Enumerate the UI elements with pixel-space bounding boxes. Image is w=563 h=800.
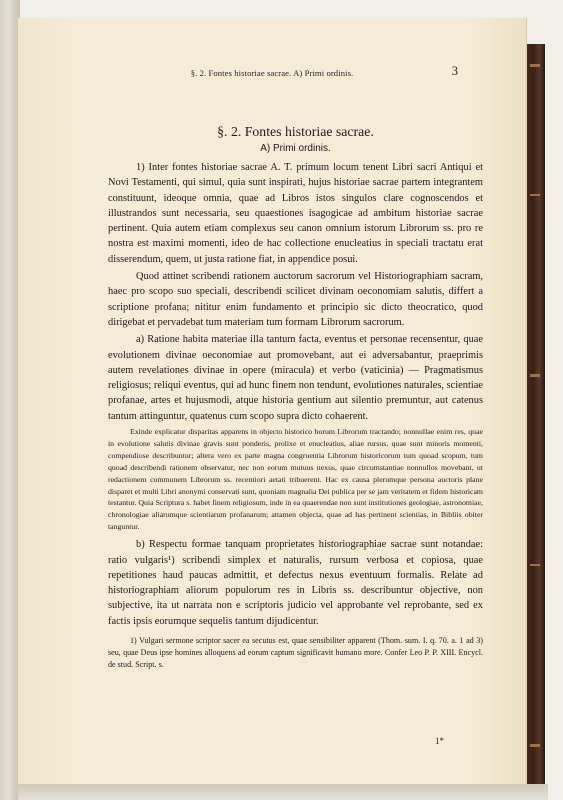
page-number: 3 [451,64,458,78]
subsection-title: A) Primi ordinis. [260,143,331,154]
paragraph-1: 1) Inter fontes historiae sacrae A. T. primum locum tenent Libri sacri Antiqui et Novi Testamenti, qui simul, quia sunt inspirati, hujus historiae sacrae partem integrantem constituunt, ideoque omnia, quae ad Libros istos singulos clare cognoscendos et illustrandos sunt necessaria, seu quaestiones isagogicae ad ambitum historiae sacrae pertinent. Quia autem etiam complexus seu canon omnium istorum Librorum ss. pro re nostra est maximi momenti, ideo de hac collectione enucleatius in speciali tractatu erat disserendum, quem, ut justa ratione fiat, in appendice posui. [108,162,483,265]
spine-decoration [530,374,540,377]
running-head: §. 2. Fontes historiae sacrae. A) Primi ordinis. [190,68,354,78]
paragraph-b: b) Respectu formae tanquam proprietates historiographiae sacrae sunt notandae: ratio vulgaris¹) scribendi simplex et naturalis, rursum verbosa et copiosa, quae repetitiones haud paucas admittit, et defectus nexus eventuum formalis. Relate ad historiographiam aliorum populorum res in Libris ss. describuntur objective, non subjective, ita ut narrata non e scriptoris judicio vel approbante vel reprobante, sed ex factis ipsis eorumque sequelis tantum dijudicentur. [108,539,483,627]
book-page [18,18,526,784]
paragraph-a: a) Ratione habita materiae illa tantum facta, eventus et personae recensentur, quae evolutionem divinae oeconomiae aut promovebant, aut ei adversabantur, praeprimis autem revelationes divinae in opere (miracula) et verbo (vaticinia) — Pragmatismus religiosus; reliqui eventus, qui ad hunc finem non tendunt, evolutiones naturales, scientiae profanae, artes et hujusmodi, atque historia gentium aut silentio premuntur, aut catenus tantum attinguntur, quatenus cum scopo supra dicto cohaerent. [108,334,483,422]
signature-mark: 1* [435,736,444,746]
book-spine [526,44,545,790]
footnote: 1) Vulgari sermone scriptor sacer ea secutus est, quae sensibiliter apparent (Thom. sum. I. q. 70. a. 1 ad 3) seu, quae Deus ipse homines alloquens ad eorum captum significavit humano more. Confer Leo P. P. XIII. Encycl. de stud. Script. s. [108,635,483,669]
left-page-edge [0,0,20,800]
page-content [108,124,483,671]
spine-decoration [530,64,540,67]
spine-decoration [530,564,540,566]
small-print-note: Exinde explicatur disparitas apparens in objecto historico horum Librorum tractando; nonnullae enim res, quae in evolutione salutis divinae gravis sunt ponderis, prolixe et enucleatius, aliae rursus, quae sunt minoris momenti, compendiose describuntur; altera vero ex parte magna congruentia Librorum historicorum tum quoad scopum, tum quoad describendi rationem observatur, nec non eorum mutuus nexus, quae circumstantiae nonnullos movebant, ut redactionem communem Librorum ss. recentiori aetati tribuerent. Hac ex causa plerumque persona auctoris plane disparet et multi Libri anonymi conservati sunt, quoniam magnalia Dei publica per se jam veritatem et fidem historicam testantur. Quia Scriptura s. habet finem religiosum, inde in ea quaerendae non sunt institutiones geologiae, astronomiae, chronologiae aliarumque scientiarum profanarum; attamen objecta, quae ad has pertinent scientias, in Bibliis obiter tanguntur. [108,427,483,532]
spine-decoration [530,744,540,747]
paragraph-2: Quod attinet scribendi rationem auctorum sacrorum vel Historiographiam sacram, haec pro scopo suo speciali, describendi scilicet divinam oeconomiam salutis, differt a scriptione profana; nititur enim fundamento et principio sic dicto theocratico, quod dirigebat et pervadebat tum materiam tum formam Librorum sacrorum. [108,271,483,328]
page-bottom-edge [18,784,548,800]
spine-decoration [530,194,540,196]
section-title: §. 2. Fontes historiae sacrae. [217,124,374,139]
